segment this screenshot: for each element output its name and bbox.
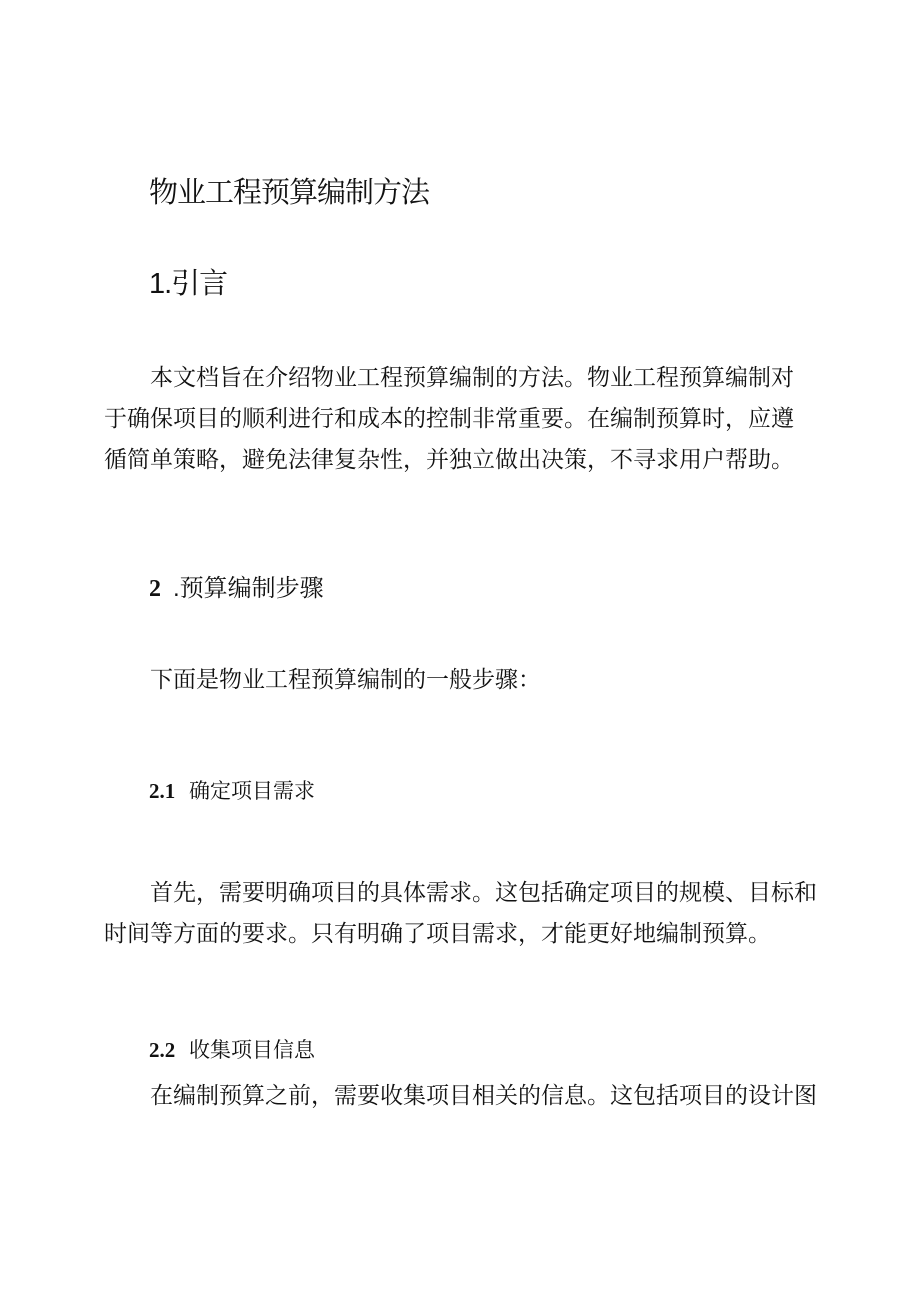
- subsection-title: 收集项目信息: [189, 1039, 315, 1062]
- section-heading-steps: [149, 568, 324, 603]
- subsection-2-2-paragraph: [104, 1075, 824, 1116]
- section-heading-steps-text: .预算编制步骤: [173, 575, 324, 602]
- subsection-title: 确定项目需求: [189, 780, 315, 803]
- subsection-heading-2-1: [149, 775, 315, 805]
- paragraph-line: 首先，需要明确项目的具体需求。这包括确定项目的规模、目标和: [150, 880, 817, 905]
- steps-intro-line: 下面是物业工程预算编制的一般步骤：: [150, 667, 541, 692]
- steps-intro-paragraph: [104, 659, 824, 700]
- subsection-number: 2.2: [149, 1038, 176, 1062]
- paragraph-line: 在编制预算之前，需要收集项目相关的信息。这包括项目的设计图: [150, 1083, 817, 1108]
- intro-paragraph-line: 于确保项目的顺利进行和成本的控制非常重要。在编制预算时，应遵: [104, 406, 794, 431]
- subsection-2-1-paragraph: [104, 872, 824, 954]
- document-title: 物业工程预算编制方法: [149, 177, 430, 209]
- subsection-number: 2.1: [149, 779, 176, 803]
- paragraph-line: 时间等方面的要求。只有明确了项目需求，才能更好地编制预算。: [104, 921, 771, 946]
- section-heading-intro: 1.引言: [149, 268, 228, 300]
- intro-paragraph: [104, 357, 824, 480]
- section-heading-steps-num: 2: [149, 576, 161, 602]
- intro-paragraph-line: 循简单策略，避免法律复杂性，并独立做出决策，不寻求用户帮助。: [104, 447, 794, 472]
- subsection-heading-2-2: [149, 1034, 315, 1064]
- intro-paragraph-line: 本文档旨在介绍物业工程预算编制的方法。物业工程预算编制对: [150, 365, 794, 390]
